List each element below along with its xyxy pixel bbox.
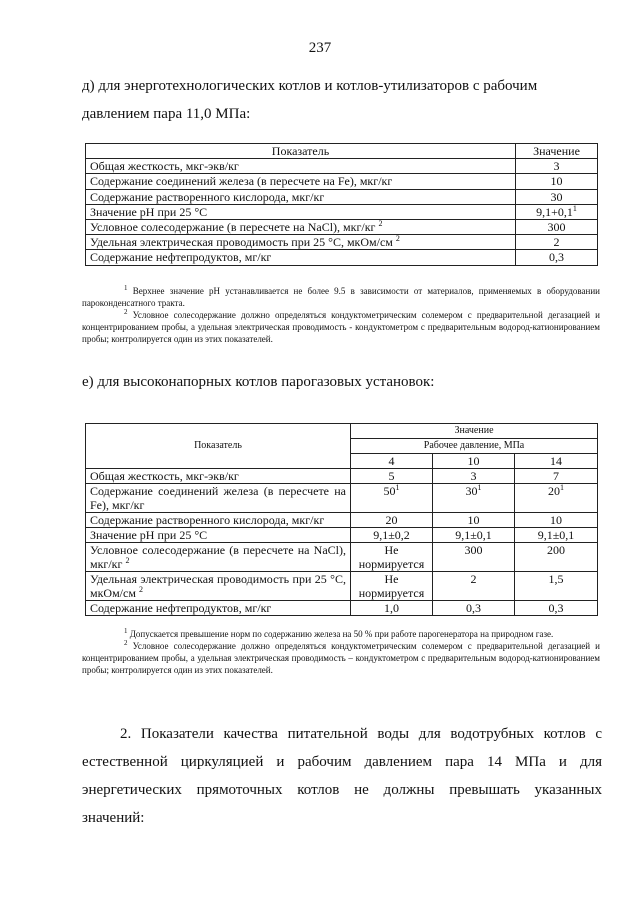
value-cell <box>351 601 433 616</box>
indicator-cell <box>86 250 516 265</box>
page-number: 237 <box>308 40 332 56</box>
indicator-label: Содержание нефтепродуктов, мг/кг <box>90 601 272 615</box>
indicator-cell <box>86 513 351 528</box>
table-row <box>86 528 598 543</box>
footnote-ref: 1 <box>395 483 400 492</box>
indicator-label: Общая жесткость, мкг-экв/кг <box>90 469 239 483</box>
value-cell <box>515 572 598 601</box>
indicator-cell <box>86 484 351 513</box>
value-cell <box>516 250 598 265</box>
indicator-label: Удельная электрическая проводимость при 25 °С, мкОм/см <box>90 572 346 600</box>
column-header-indicator: Показатель <box>86 424 351 469</box>
table-row <box>86 484 598 513</box>
column-header-value: Значение <box>351 424 598 439</box>
table-row <box>86 601 598 616</box>
value-cell <box>515 543 598 572</box>
value-text: Не нормируется <box>358 572 425 600</box>
footnote-ref: 2 <box>125 556 130 565</box>
indicator-label: Содержание соединений железа (в пересчете на Fe), мкг/кг <box>90 174 393 189</box>
footnote-1 <box>82 285 600 309</box>
section-d-notes <box>82 285 600 345</box>
pressure-column-header: 14 <box>515 454 598 469</box>
value-text: 30 <box>465 484 478 498</box>
table-header-row <box>86 144 598 159</box>
value-text: 300 <box>464 543 483 557</box>
value-text: 0,3 <box>466 601 481 615</box>
value-cell <box>351 484 433 513</box>
value-text: 300 <box>547 219 566 234</box>
indicator-label: Условное солесодержание (в пересчете на NaCl), мкг/кг <box>90 219 376 234</box>
section-d-heading: д) для энерготехнологических котлов и котлов-утилизаторов с рабочим давлением пара 11,0 МПа: <box>82 78 538 122</box>
table-row <box>86 174 598 189</box>
indicator-cell <box>86 469 351 484</box>
footnote-1 <box>82 628 600 640</box>
value-cell <box>433 601 515 616</box>
footnote-ref: 1 <box>560 483 564 492</box>
footnote-text: Допускается превышение норм по содержанию железа на 50 % при работе парогенератора на природном газе. <box>129 629 554 639</box>
column-header-indicator: Показатель <box>86 144 516 159</box>
table-row <box>86 250 598 265</box>
value-cell <box>433 469 515 484</box>
indicator-cell <box>86 204 516 219</box>
indicator-cell <box>86 543 351 572</box>
value-cell <box>433 513 515 528</box>
value-cell <box>516 204 598 219</box>
footnote-mark: 2 <box>124 639 128 647</box>
footnote-2 <box>82 640 600 676</box>
value-cell <box>516 219 598 234</box>
value-text: 50 <box>383 484 396 498</box>
value-cell <box>515 469 598 484</box>
paragraph-2: 2. Показатели качества питательной воды для водотрубных котлов с естественной циркуляцией и рабочим давлением пара 14 МПа и для энергетических прямоточных котлов не должны превышать указанных значений: <box>82 726 602 826</box>
value-cell <box>351 513 433 528</box>
indicator-label: Условное солесодержание (в пересчете на NaCl), мкг/кг <box>90 543 346 571</box>
footnote-mark: 1 <box>124 284 128 292</box>
indicator-cell <box>86 189 516 204</box>
value-cell <box>516 235 598 250</box>
footnote-ref: 2 <box>395 234 400 244</box>
value-cell <box>515 484 598 513</box>
value-cell <box>516 159 598 174</box>
indicator-cell <box>86 235 516 250</box>
value-cell <box>433 572 515 601</box>
value-text: 1,5 <box>548 572 564 586</box>
footnote-ref: 1 <box>477 483 482 492</box>
column-header-value: Значение <box>516 144 598 159</box>
footnote-mark: 2 <box>124 308 128 316</box>
footnote-text: Условное солесодержание должно определяться кондуктометрическим солемером с предварительной дегазацией и концентрированием пробы, а удельная электрическая проводимость - кондуктометром с предварительным водород-катионированием пробы; контролируется один из этих показателей. <box>82 310 600 344</box>
value-text: 20 <box>385 513 398 527</box>
value-text: 20 <box>548 484 560 498</box>
footnote-2 <box>82 309 600 345</box>
value-text: 1,0 <box>384 601 399 615</box>
value-cell <box>351 469 433 484</box>
value-text: 10 <box>467 513 480 527</box>
section-e-notes <box>82 628 600 676</box>
footnote-ref: 2 <box>138 585 143 594</box>
indicator-label: Значение рН при 25 °С <box>90 204 208 219</box>
value-cell <box>433 484 515 513</box>
indicator-label: Общая жесткость, мкг-экв/кг <box>90 159 239 174</box>
footnote-text: Верхнее значение рН устанавливается не более 9.5 в зависимости от материалов, применяемых в оборудовании пароконденсатного тракта. <box>82 286 600 308</box>
table-header-row <box>86 424 598 439</box>
table-1-body <box>86 144 598 266</box>
value-text: 200 <box>547 543 565 557</box>
indicator-label: Содержание соединений железа (в пересчете на Fe), мкг/кг <box>90 484 346 512</box>
indicator-label: Удельная электрическая проводимость при 25 °С, мкОм/см <box>90 235 393 250</box>
indicator-label: Содержание растворенного кислорода, мкг/кг <box>90 189 325 204</box>
value-cell <box>351 572 433 601</box>
indicator-cell <box>86 601 351 616</box>
value-text: Не нормируется <box>358 543 425 571</box>
table-row <box>86 572 598 601</box>
footnote-text: Условное солесодержание должно определяться кондуктометрическим солемером с предварительной дегазацией и концентрированием пробы, а удельная электрическая проводимость – кондуктометром с предварительным водород-катионированием пробы; контролируется один из этих показателей. <box>82 641 600 675</box>
indicator-cell <box>86 174 516 189</box>
value-cell <box>351 543 433 572</box>
indicator-label: Содержание растворенного кислорода, мкг/кг <box>90 513 325 527</box>
value-text: 10 <box>550 513 562 527</box>
table-row <box>86 235 598 250</box>
value-cell <box>515 513 598 528</box>
value-text: 2 <box>470 572 477 586</box>
value-text: 2 <box>553 235 560 250</box>
footnote-mark: 1 <box>124 627 128 635</box>
footnote-ref: 1 <box>572 203 577 213</box>
table-2-body <box>86 424 598 616</box>
value-text: 3 <box>470 469 477 483</box>
column-header-pressure: Рабочее давление, МПа <box>351 439 598 454</box>
table-combined-cycle-boilers <box>85 423 598 616</box>
indicator-cell <box>86 528 351 543</box>
table-row <box>86 204 598 219</box>
value-text: 9,1±0,1 <box>537 528 575 542</box>
table-row <box>86 219 598 234</box>
table-row <box>86 513 598 528</box>
value-text: 0,3 <box>549 250 564 265</box>
value-text: 0,3 <box>548 601 564 615</box>
value-text: 7 <box>553 469 559 483</box>
footnote-ref: 2 <box>378 218 383 228</box>
value-cell <box>515 528 598 543</box>
value-cell <box>516 189 598 204</box>
value-cell <box>433 528 515 543</box>
table-row <box>86 543 598 572</box>
value-text: 30 <box>550 189 563 204</box>
value-text: 10 <box>550 174 563 189</box>
value-text: 5 <box>388 469 395 483</box>
value-cell <box>351 528 433 543</box>
value-cell <box>433 543 515 572</box>
value-cell <box>516 174 598 189</box>
value-text: 9,1±0,1 <box>455 528 492 542</box>
table-row <box>86 189 598 204</box>
value-cell <box>515 601 598 616</box>
table-boilers-11mpa <box>85 143 598 266</box>
value-text: 3 <box>553 159 560 174</box>
value-text: 9,1±0,2 <box>373 528 410 542</box>
table-row <box>86 159 598 174</box>
indicator-cell <box>86 219 516 234</box>
table-row <box>86 469 598 484</box>
pressure-column-header: 10 <box>433 454 515 469</box>
pressure-column-header: 4 <box>351 454 433 469</box>
indicator-label: Значение рН при 25 °С <box>90 528 208 542</box>
indicator-cell <box>86 572 351 601</box>
indicator-label: Содержание нефтепродуктов, мг/кг <box>90 250 272 265</box>
section-e-heading: е) для высоконапорных котлов парогазовых установок: <box>82 374 435 390</box>
indicator-cell <box>86 159 516 174</box>
value-text: 9,1+0,1 <box>536 204 573 219</box>
